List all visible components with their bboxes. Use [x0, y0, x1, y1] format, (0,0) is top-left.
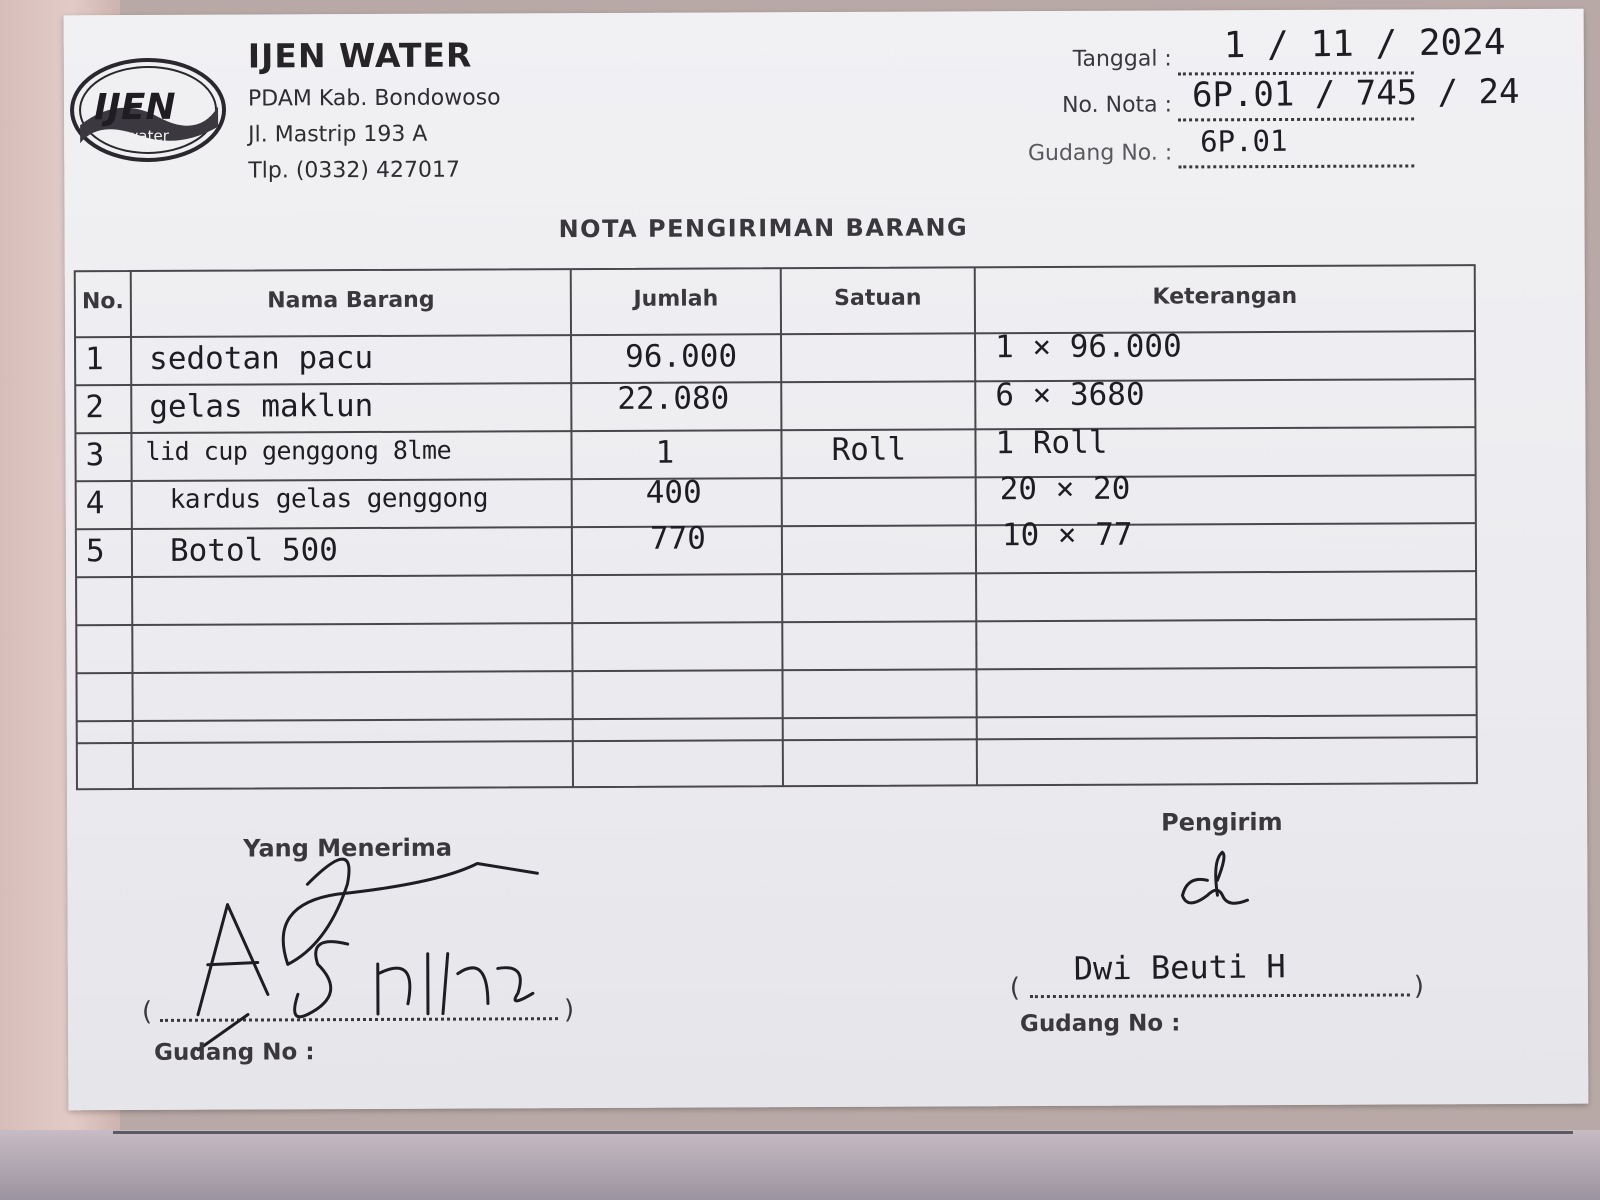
column-header-keterangan: Keterangan [1152, 283, 1298, 310]
row-4-no: 4 [85, 485, 105, 522]
company-phone: Tlp. (0332) 427017 [248, 157, 460, 184]
row-1-keterangan: 1 × 96.000 [994, 328, 1182, 366]
gudang-number-value: 6P.01 [1199, 123, 1288, 159]
gudang-number-label: Gudang No. : [1027, 140, 1173, 167]
row-5-no: 5 [85, 533, 105, 570]
column-header-jumlah: Jumlah [633, 286, 719, 312]
receiver-paren-close: ) [563, 995, 575, 1026]
receiver-signature [187, 843, 608, 1055]
row-2-no: 2 [85, 389, 105, 426]
sender-label: Pengirim [1161, 808, 1283, 837]
sender-gudang-label: Gudang No : [1019, 1010, 1181, 1038]
sender-paren-close: ) [1413, 971, 1425, 1002]
date-label: Tanggal : [1072, 46, 1172, 72]
row-3-no: 3 [85, 437, 105, 474]
receiver-label: Yang Menerima [243, 833, 453, 863]
column-header-nama-barang: Nama Barang [267, 287, 435, 314]
company-org: PDAM Kab. Bondowoso [247, 85, 501, 112]
sender-signature [1167, 850, 1257, 930]
row-4-jumlah: 400 [645, 474, 702, 511]
date-value: 1 / 11 / 2024 [1223, 22, 1506, 67]
row-5-nama: Botol 500 [169, 532, 339, 569]
row-3-nama: lid cup genggong 8lme [145, 435, 452, 466]
row-5-keterangan: 10 × 77 [1001, 516, 1133, 554]
lower-sheet-edge [113, 1131, 1573, 1134]
row-2-jumlah: 22.080 [617, 380, 730, 417]
row-1-no: 1 [85, 341, 104, 378]
company-name: IJEN WATER [247, 35, 473, 76]
row-2-keterangan: 6 × 3680 [995, 376, 1145, 414]
nota-number-label: No. Nota : [1062, 92, 1173, 118]
background-surface-bottom [0, 1130, 1600, 1200]
logo-subtext: water [126, 126, 169, 146]
nota-number-value: 6P.01 / 745 / 24 [1191, 71, 1520, 116]
column-header-no: No. [81, 289, 124, 315]
row-4-keterangan: 20 × 20 [999, 470, 1131, 508]
row-1-jumlah: 96.000 [625, 338, 738, 375]
sender-paren-open: ( [1009, 973, 1021, 1004]
receiver-gudang-label: Gudang No : [154, 1039, 315, 1066]
row-3-jumlah: 1 [655, 434, 675, 471]
row-4-nama: kardus gelas genggong [169, 483, 489, 515]
delivery-note-paper [64, 9, 1589, 1111]
company-address: Jl. Mastrip 193 A [248, 121, 428, 148]
row-3-satuan: Roll [831, 431, 907, 468]
row-3-keterangan: 1 Roll [995, 424, 1108, 462]
receiver-paren-open: ( [141, 996, 153, 1027]
sender-name: Dwi Beuti H [1073, 947, 1286, 988]
column-header-satuan: Satuan [834, 285, 922, 311]
logo-text: IJEN [93, 86, 176, 129]
document-title: NOTA PENGIRIMAN BARANG [558, 213, 969, 244]
row-2-nama: gelas maklun [149, 387, 374, 425]
row-1-nama: sedotan pacu [149, 339, 374, 377]
row-5-jumlah: 770 [649, 520, 706, 557]
